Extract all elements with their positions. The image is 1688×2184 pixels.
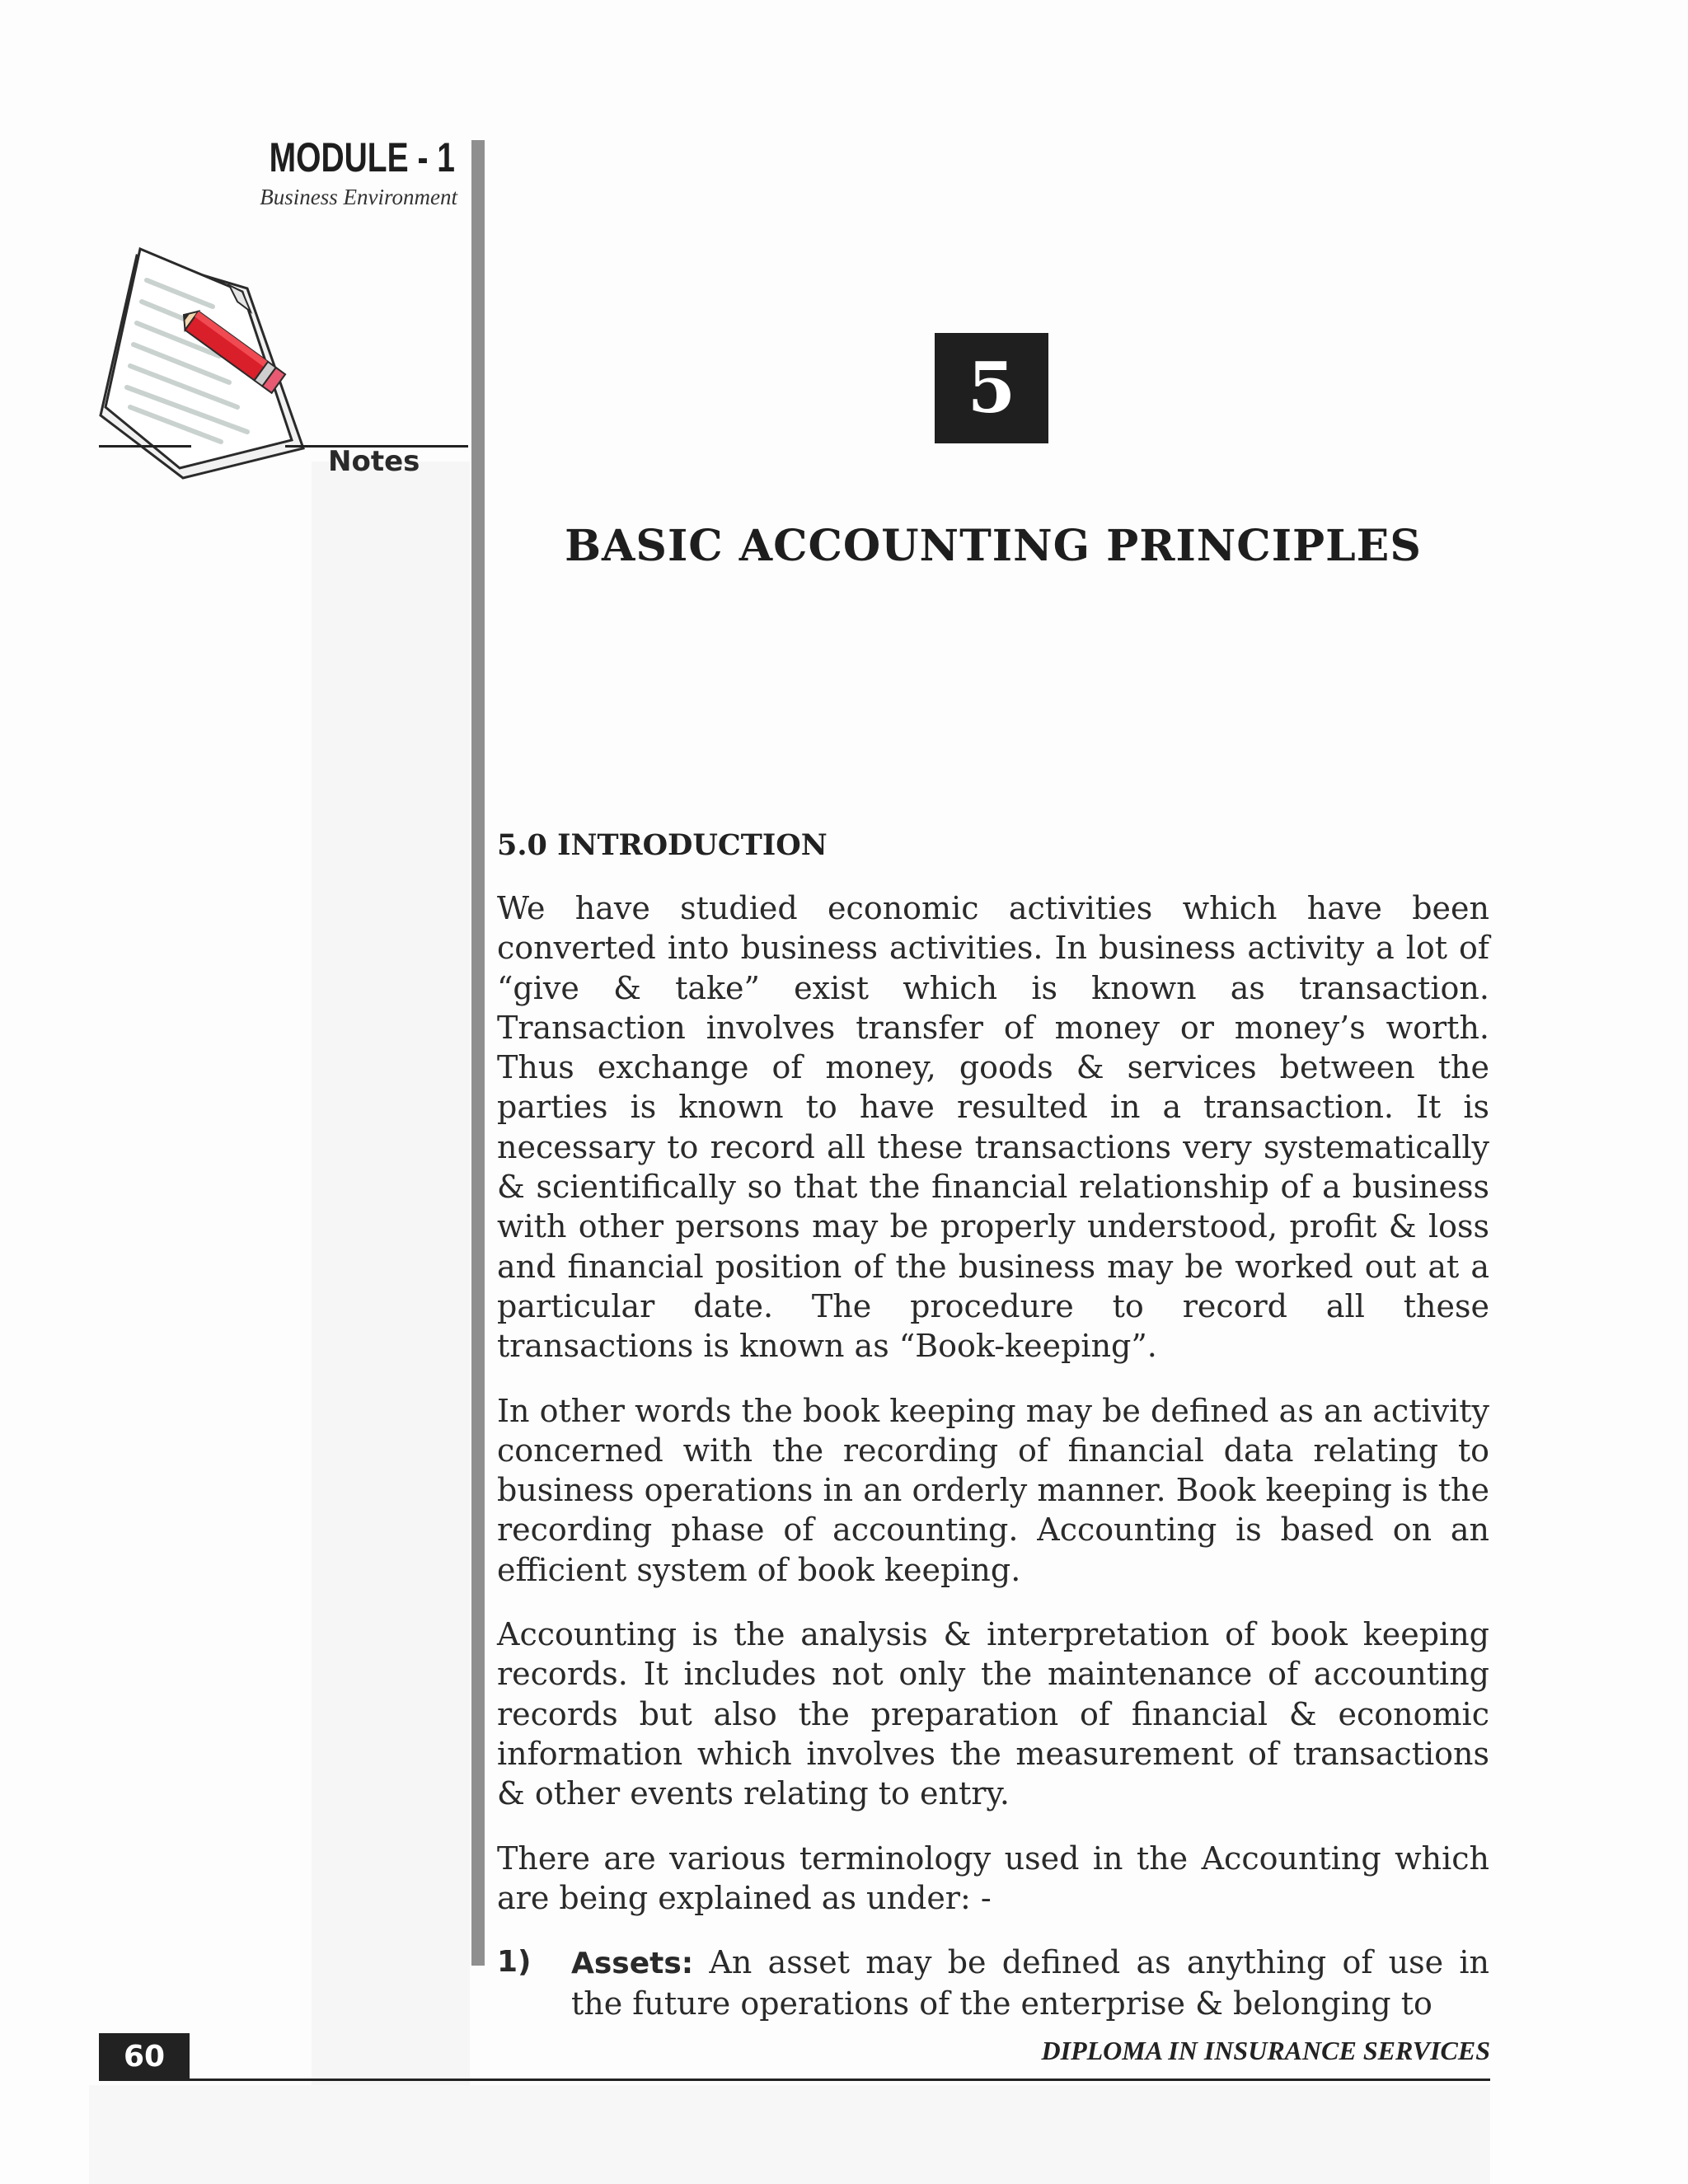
notes-column-background [312, 462, 470, 2126]
page-bottom-background [89, 2085, 1490, 2184]
page-number: 60 [99, 2033, 190, 2081]
footer-rule [99, 2079, 1490, 2081]
list-item-term: Assets: [571, 1947, 694, 1981]
list-item [497, 1943, 1489, 2024]
notes-label: Notes [328, 445, 420, 478]
module-title: MODULE - 1 [269, 134, 455, 180]
intro-paragraph-2: In other words the book keeping may be defined as an activity concerned with the recording of financial data relating to business operations in an orderly manner. Book keeping is the recording phase of accounting. Accounting is based on an efficient system of book keeping. [497, 1392, 1489, 1588]
main-content [497, 824, 1489, 2024]
notes-pencil-icon [97, 246, 320, 485]
list-item-number: 1) [497, 1945, 532, 1980]
list-item-body [571, 1943, 1489, 2024]
notes-rule-left [99, 445, 191, 448]
list-item-text: An asset may be defined as anything of use in the future operations of the enterprise & belonging to [571, 1944, 1489, 2022]
footer-course-title: DIPLOMA IN INSURANCE SERVICES [1041, 2036, 1490, 2065]
section-heading: 5.0 INTRODUCTION [497, 828, 828, 862]
intro-paragraph-1: We have studied economic activities which have been converted into business activities. In business activity a lot of “give & take” exist which is known as transaction. Transaction involves transfer of money or money’s worth. Thus exchange of money, goods & services between the parties is known to have resulted in a transaction. It is necessary to record all these transactions very systematically & scientifically so that the financial relationship of a business with other persons may be properly understood, profit & loss and financial position of the business may be worked out at a particular date. The procedure to record all these transactions is known as “Book-keeping”. [497, 890, 1489, 1365]
chapter-title: BASIC ACCOUNTING PRINCIPLES [565, 521, 1422, 571]
margin-divider-bar [471, 140, 485, 1966]
intro-paragraph-4: There are various terminology used in the Accounting which are being explained as under: - [497, 1840, 1489, 1916]
chapter-number: 5 [935, 333, 1048, 443]
intro-paragraph-3: Accounting is the analysis & interpretation of book keeping records. It includes not only the maintenance of accounting records but also the preparation of financial & economic information which involves the measurement of transactions & other events relating to entry. [497, 1616, 1489, 1812]
module-subtitle: Business Environment [260, 185, 457, 209]
